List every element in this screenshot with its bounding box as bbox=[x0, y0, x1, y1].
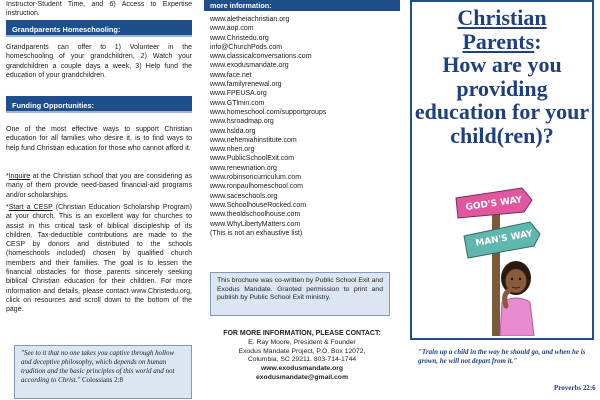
not-exhaustive-note: (This is not an exhaustive list) bbox=[210, 229, 303, 237]
cover-title-parents: Parents bbox=[462, 28, 535, 54]
contact-address: Exodus Mandate Project, P.O. Box 12072, bbox=[238, 347, 366, 355]
resource-link: www.nehemiahinstitute.com bbox=[210, 136, 297, 144]
cover-title-christian: Christian bbox=[457, 5, 547, 30]
resource-link: www.renewnation.org bbox=[210, 164, 277, 172]
inquire-text: at the Christian school that you are considering as many of them provide need-based financial-aid programs and/or scholarships. bbox=[6, 173, 192, 199]
resource-link: www.aletheiachristian.org bbox=[210, 16, 290, 23]
resource-link: www.aop.com bbox=[210, 25, 254, 33]
proverbs-verse: "Train up a child in the way he should go, and when he is grown, he will not depart from it." bbox=[418, 348, 586, 366]
resource-link: www.familyrenewal.org bbox=[210, 81, 282, 89]
left-panel bbox=[0, 0, 200, 400]
cover-title-question: How are you providing education for your child(ren)? bbox=[414, 52, 590, 148]
resource-link: www.Christedu.org bbox=[210, 34, 269, 42]
cover-title-colon: : bbox=[534, 28, 542, 54]
resource-link-list bbox=[210, 15, 326, 238]
resource-link: www.PublicSchoolExit.com bbox=[210, 155, 295, 163]
resource-link: www.theoldschoolhouse.com bbox=[210, 211, 301, 219]
cesp-text: (Christian Education Scholarship Program) at your church. This is an excellent way for churches to assist in this critical task of biblical discipleship of its children. Tax-deductible contributions are made to the CESP by donors and distributed to the schools (homeschools included) chosen by qualified church members and their families. The goal is to lessen the financial obstacles for those parents sincerely seeking biblical Christian education for their children. For more information and details, please contact www.Christedu.org, click on resources and scroll down to the bottom of the page. bbox=[6, 204, 192, 314]
middle-panel bbox=[204, 0, 400, 400]
resource-link: info@ChurchPods.com bbox=[210, 43, 283, 51]
resource-link: www.homeschool.com/supportgroups bbox=[210, 108, 327, 116]
inquire-paragraph: *Inquire at the Christian school that you are considering as many of them provide need-based financial-aid programs and/or scholarships. bbox=[6, 173, 192, 199]
resource-link: www.hslda.org bbox=[210, 127, 256, 135]
thinking-girl bbox=[500, 261, 534, 336]
proverbs-ref: Proverbs 22:6 bbox=[554, 384, 596, 392]
resource-link: www.saceschools.org bbox=[210, 192, 278, 200]
resource-link: www.ronpaulhomeschool.com bbox=[210, 183, 303, 191]
gods-way-label: GOD'S WAY bbox=[465, 195, 523, 213]
cover-panel bbox=[404, 0, 600, 400]
resource-link: www.hsroadmap.org bbox=[210, 118, 274, 126]
sign-post bbox=[492, 196, 500, 336]
colossians-quote-box bbox=[14, 345, 192, 399]
resource-link: www.WhyLibertyMatters.com bbox=[210, 220, 301, 228]
cover-box bbox=[410, 0, 594, 340]
cesp-lead: Start a CESP bbox=[8, 204, 53, 211]
credit-box: This brochure was co-written by Public School Exit and Exodus Mandate. Granted permission to print and publish by Public School Exit ministry. bbox=[210, 272, 390, 316]
resource-link: www.FPEUSA.org bbox=[210, 90, 267, 98]
inquire-lead: Inquire bbox=[8, 173, 31, 180]
contact-city-phone: Columbia, SC 29211. 803-714-1744 bbox=[247, 356, 357, 364]
resource-link: www.face.net bbox=[210, 71, 252, 79]
grandparents-heading: Grandparents Homeschooling: bbox=[6, 20, 192, 37]
resource-link: www.robinsoncurriculum.com bbox=[210, 174, 302, 182]
colossians-quote: "See to it that no one takes you captive through hollow and deceptive philosophy, which depends on human tradition and the basic principles of this world and not according to Christ." bbox=[21, 349, 175, 384]
contact-name: E. Ray Moore, President & Founder bbox=[248, 338, 356, 346]
mans-way-label: MAN'S WAY bbox=[474, 229, 534, 249]
resource-link: www.GTlmin.com bbox=[210, 99, 265, 107]
cover-title bbox=[412, 6, 592, 147]
cesp-paragraph: *Start a CESP (Christian Education Scholarship Program) at your church. This is an excellent way for churches to assist in this critical task of biblical discipleship of its children. Tax-deductible contributions are made to the CESP by donors and distributed to the schools (homeschools included) chosen by qualified church members and their families. The goal is to lessen the financial obstacles for those parents sincerely seeking biblical Christian education for their children. For more information and details, please contact www.Christedu.org, click on resources and scroll down to the bottom of the page. bbox=[6, 204, 192, 314]
contact-website: www.exodusmandate.org bbox=[260, 365, 344, 373]
colossians-ref: Colossians 2:8 bbox=[82, 376, 124, 384]
more-information-heading: more information: bbox=[204, 0, 400, 11]
crossroads-illustration bbox=[436, 182, 572, 336]
crossroads-svg bbox=[436, 182, 572, 336]
grandparents-text: Grandparents can offer to 1) Volunteer in the homeschooling of your grandchildren, 2) Watch your grandchildren a couple days a week, 3) Help fund the education of your grandchildren. bbox=[6, 44, 192, 79]
resource-link: www.exodusmandate.org bbox=[210, 62, 289, 70]
funding-text: One of the most effective ways to support Christian education for all families who desire it, is to find ways to help fund Christian education for those who cannot afford it. bbox=[6, 126, 192, 152]
contact-email: exodusmandate@gmail.com bbox=[256, 373, 348, 381]
resource-link: www.SchoolhouseRocked.com bbox=[210, 201, 307, 209]
contact-title: FOR MORE INFORMATION, PLEASE CONTACT: bbox=[223, 330, 381, 337]
intro-tail-text: Instructor-Student Time, and 6) Access to Expertise instruction. bbox=[6, 1, 192, 18]
resource-link: www.classicalconversations.com bbox=[210, 53, 312, 61]
resource-link: www.nheri.org bbox=[210, 146, 255, 154]
contact-block bbox=[204, 330, 400, 383]
funding-heading: Funding Opportunities: bbox=[6, 96, 192, 113]
